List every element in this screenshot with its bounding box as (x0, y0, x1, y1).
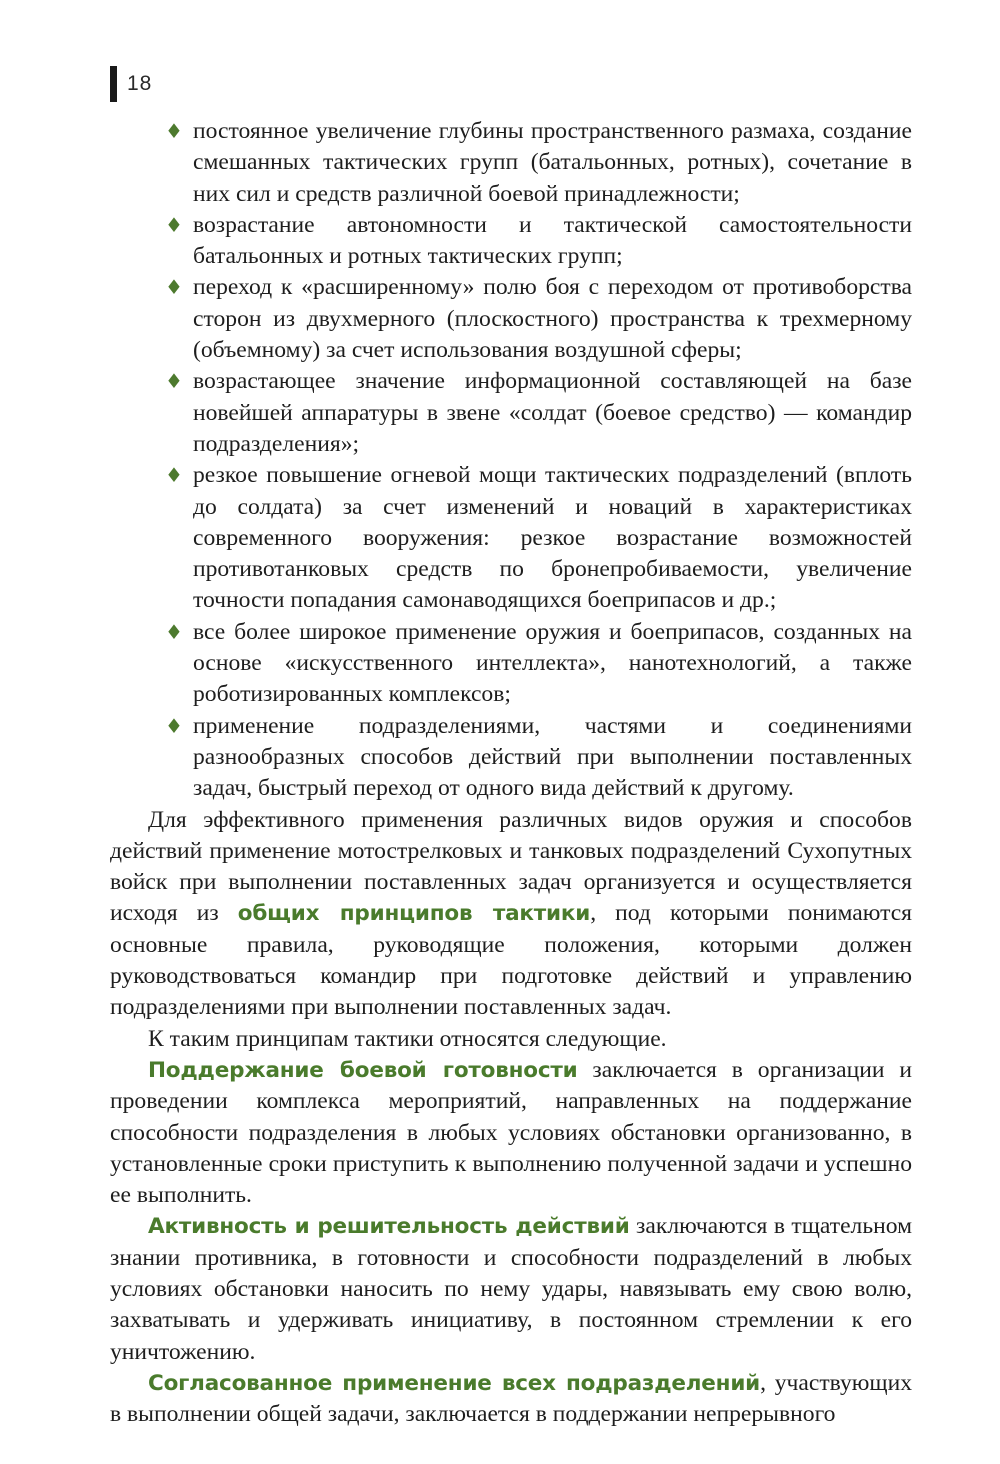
list-item-text: все более широкое применение оружия и боеприпасов, созданных на основе «искусственного интеллекта», нанотехнологий, а также роботизированных комплексов; (193, 618, 912, 708)
paragraph-text: К таким принципам тактики относятся следующие. (148, 1025, 667, 1052)
paragraph-activity-decisiveness (110, 1211, 912, 1367)
paragraph-text: заключаются в тщательном знании противника, в готовности и способности подразделений в любых условиях обстановки наносить по нему удары, навязывать ему свою волю, захватывать и удерживать инициативу, в постоянном стремлении к его уничтожению. (110, 1213, 912, 1365)
paragraph-text: Для эффективного применения различных видов оружия и способов действий применение мотострелковых и танковых подразделений Сухопутных войск при выполнении поставленных задач организуется и осуществляется исходя из (110, 806, 912, 927)
term-combat-readiness: Поддержание боевой готовности (148, 1057, 578, 1083)
diamond-bullet-icon: ♦ (165, 212, 183, 237)
list-item (110, 116, 912, 210)
term-activity-decisiveness: Активность и решительность действий (148, 1214, 630, 1240)
list-item (110, 617, 912, 711)
diamond-bullet-icon: ♦ (165, 619, 183, 644)
paragraph-combat-readiness (110, 1055, 912, 1211)
list-item-text: возрастающее значение информационной составляющей на базе новейшей аппаратуры в звене «солдат (боевое средство) — командир подразделения»; (193, 368, 912, 457)
list-item (110, 366, 912, 460)
list-item (110, 210, 912, 273)
list-item (110, 711, 912, 805)
term-coordinated-use: Согласованное применение всех подразделений (148, 1370, 761, 1396)
bullet-list (110, 116, 912, 805)
diamond-bullet-icon: ♦ (165, 463, 183, 488)
list-item-text: постоянное увеличение глубины пространственного размаха, создание смешанных тактических групп (батальонных, ротных), сочетание в них сил и средств различной боевой принадлежности; (193, 118, 912, 207)
list-item (110, 460, 912, 616)
page-number-bar (110, 66, 117, 102)
paragraph-text: , участвующих в выполнении общей задачи, заключается в поддержании непрерывного (110, 1369, 912, 1428)
paragraph-coordinated-use (110, 1368, 912, 1431)
diamond-bullet-icon: ♦ (165, 369, 183, 394)
page-number (110, 66, 152, 102)
list-item-text: возрастание автономности и тактической самостоятельности батальонных и ротных тактических групп; (193, 211, 912, 270)
diamond-bullet-icon: ♦ (165, 713, 183, 738)
list-item-text: применение подразделениями, частями и соединениями разнообразных способов действий при выполнении поставленных задач, быстрый переход от одного вида действий к другому. (193, 712, 912, 802)
page-number-text: 18 (127, 72, 153, 95)
list-item-text: переход к «расширенному» полю боя с переходом от противоборства сторон из двухмерного (плоскостного) пространства к трехмерному (объемному) за счет использования воздушной сферы; (193, 274, 912, 364)
paragraph-text: , под которыми понимаются основные правила, руководящие положения, которыми должен руководствоваться командир при подготовке действий и управлению подразделениями при выполнении поставленных задач. (110, 900, 913, 1021)
term-general-principles: общих принципов тактики (237, 901, 591, 927)
diamond-bullet-icon: ♦ (165, 275, 183, 300)
paragraph-general-principles (110, 805, 912, 1024)
paragraph-principles-intro (110, 1024, 912, 1055)
paragraph-text: заключается в организации и проведении комплекса мероприятий, направленных на поддержание способности подразделения в любых условиях обстановки организованно, в установленные сроки приступить к выполнению полученной задачи и успешно ее выполнить. (110, 1056, 912, 1209)
diamond-bullet-icon: ♦ (165, 119, 183, 143)
list-item-text: резкое повышение огневой мощи тактических подразделений (вплоть до солдата) за счет изменений и новаций в характеристиках современного вооружения: резкое возрастание возможностей противотанковых средств по бронепробиваемости, увеличение точности попадания самонаводящихся боеприпасов и др.; (193, 462, 912, 614)
list-item (110, 272, 912, 366)
page-body (110, 116, 912, 1430)
